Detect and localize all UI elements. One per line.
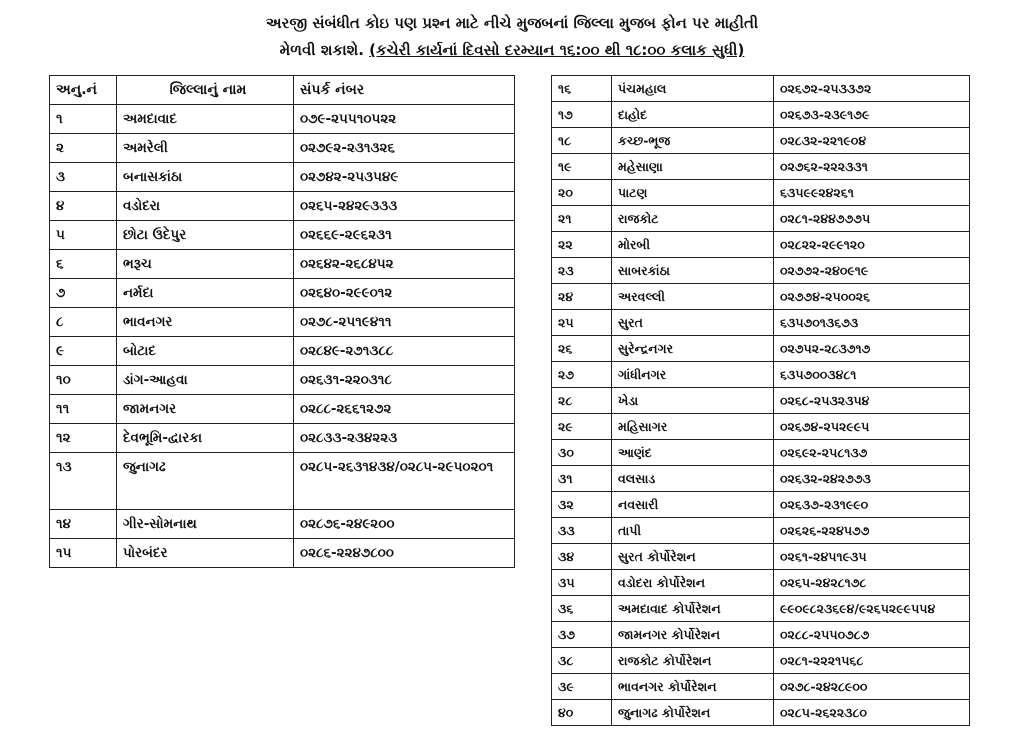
contact-number-cell: ૦૨૬૩૨-૨૪૨૭૭૩ <box>774 466 970 492</box>
serial-no-cell: ૩૪ <box>552 544 612 570</box>
contact-number-cell: ૦૨૬૪૦-૨૯૯૦૧૨ <box>294 279 515 308</box>
serial-no-cell: ૧ <box>50 105 117 134</box>
table-row <box>50 424 515 453</box>
district-name-cell: કચ્છ-ભૂજ <box>612 128 774 154</box>
serial-no-cell: ૨૪ <box>552 284 612 310</box>
contact-number-cell: ૬૩૫૯૯૨૪૨૬૧ <box>774 180 970 206</box>
district-name-cell: તાપી <box>612 518 774 544</box>
serial-no-cell: ૧૦ <box>50 366 117 395</box>
district-name-cell: ભરૂચ <box>117 250 294 279</box>
serial-no-cell: ૧૫ <box>50 539 117 568</box>
contact-number-cell: ૦૨૬૪૨-૨૬૮૪૫૨ <box>294 250 515 279</box>
table-row <box>50 539 515 568</box>
table-row <box>50 453 515 510</box>
contact-number-cell: ૦૨૮૭૬-૨૪૯૨૦૦ <box>294 510 515 539</box>
table-row <box>50 366 515 395</box>
district-name-cell: મહેસાણા <box>612 154 774 180</box>
table-row <box>552 440 970 466</box>
contact-number-cell: ૦૨૬૭૩-૨૩૯૧૭૯ <box>774 102 970 128</box>
serial-no-cell: ૧૯ <box>552 154 612 180</box>
table-row <box>552 570 970 596</box>
serial-no-cell: ૨ <box>50 134 117 163</box>
district-name-cell: નવસારી <box>612 492 774 518</box>
table-row <box>552 180 970 206</box>
district-name-cell: ખેડા <box>612 388 774 414</box>
table-row <box>552 284 970 310</box>
contact-number-cell: ૦૨૮૩૨-૨૨૧૯૦૪ <box>774 128 970 154</box>
serial-no-cell: ૩૮ <box>552 648 612 674</box>
serial-no-cell: ૧૮ <box>552 128 612 154</box>
contact-number-cell: ૦૨૮૧-૨૨૨૧૫૬૮ <box>774 648 970 674</box>
serial-no-cell: ૩૬ <box>552 596 612 622</box>
heading-line-2 <box>0 37 1024 64</box>
contact-number-cell: ૦૨૬૭૪-૨૫૨૯૯૫ <box>774 414 970 440</box>
serial-no-cell: ૬ <box>50 250 117 279</box>
table-row <box>552 258 970 284</box>
contact-number-cell: ૯૯૦૯૮૨૩૬૯૪/૯૨૬૫૨૯૯૫૫૪ <box>774 596 970 622</box>
district-name-cell: અમદાવાદ <box>117 105 294 134</box>
district-name-cell: જામનગર કોર્પોરેશન <box>612 622 774 648</box>
district-name-cell: દેવભૂમિ-દ્વારકા <box>117 424 294 453</box>
contact-number-cell: ૦૨૮૫-૨૬૨૨૩૮૦ <box>774 700 970 726</box>
serial-no-cell: ૪૦ <box>552 700 612 726</box>
contact-number-cell: ૦૨૮૫-૨૬૩૧૪૩૪/૦૨૮૫-૨૯૫૦૨૦૧ <box>294 453 515 510</box>
district-name-cell: છોટા ઉદેપુર <box>117 221 294 250</box>
serial-no-cell: ૭ <box>50 279 117 308</box>
district-name-cell: આણંદ <box>612 440 774 466</box>
contact-number-cell: ૦૨૮૮-૨૫૫૦૭૮૭ <box>774 622 970 648</box>
district-name-cell: સુરત <box>612 310 774 336</box>
table-row <box>552 518 970 544</box>
table-row <box>50 163 515 192</box>
district-name-cell: મોરબી <box>612 232 774 258</box>
district-name-cell: વડોદરા <box>117 192 294 221</box>
serial-no-cell: ૩૫ <box>552 570 612 596</box>
table-row <box>552 362 970 388</box>
serial-no-cell: ૩૧ <box>552 466 612 492</box>
table-row <box>50 221 515 250</box>
district-name-cell: વલસાડ <box>612 466 774 492</box>
left-table-body <box>50 105 515 568</box>
heading-line-1: અરજી સંબંધીત કોઇ પણ પ્રશ્ન માટે નીચે મુજબનાં જિલ્લા મુજબ ફોન પર માહીતી <box>265 14 759 32</box>
district-name-cell: રાજકોટ કોર્પોરેશન <box>612 648 774 674</box>
contact-number-cell: ૦૨૬૩૧-૨૨૦૩૧૮ <box>294 366 515 395</box>
district-name-cell: સુરેન્દ્રનગર <box>612 336 774 362</box>
serial-no-cell: ૨૩ <box>552 258 612 284</box>
district-name-cell: સુરત કોર્પોરેશન <box>612 544 774 570</box>
table-row <box>552 674 970 700</box>
district-name-cell: બનાસકાંઠા <box>117 163 294 192</box>
contact-number-cell: ૦૨૮૬-૨૨૪૭૮૦૦ <box>294 539 515 568</box>
district-name-cell: રાજકોટ <box>612 206 774 232</box>
contact-number-cell: ૦૨૬૭૨-૨૫૩૩૭૨ <box>774 76 970 102</box>
contact-number-cell: ૦૨૭૮-૨૫૧૯૪૧૧ <box>294 308 515 337</box>
header-district-name: જિલ્લાનું નામ <box>117 76 294 105</box>
serial-no-cell: ૧૨ <box>50 424 117 453</box>
contact-number-cell: ૬૩૫૭૦૧૩૬૭૩ <box>774 310 970 336</box>
table-row <box>552 206 970 232</box>
contact-number-cell: ૦૨૬૧-૨૪૫૧૯૩૫ <box>774 544 970 570</box>
table-row <box>50 134 515 163</box>
serial-no-cell: ૨૯ <box>552 414 612 440</box>
table-row <box>50 250 515 279</box>
serial-no-cell: ૧૬ <box>552 76 612 102</box>
header-serial-no: અનુ.નં <box>50 76 117 105</box>
table-row <box>552 310 970 336</box>
serial-no-cell: ૨૦ <box>552 180 612 206</box>
district-name-cell: બોટાદ <box>117 337 294 366</box>
contact-number-cell: ૦૨૮૧-૨૪૪૭૭૭૫ <box>774 206 970 232</box>
contact-number-cell: ૬૩૫૭૦૦૩૪૮૧ <box>774 362 970 388</box>
serial-no-cell: ૧૭ <box>552 102 612 128</box>
table-row <box>552 414 970 440</box>
district-name-cell: નર્મદા <box>117 279 294 308</box>
contact-number-cell: ૦૭૯-૨૫૫૧૦૫૨૨ <box>294 105 515 134</box>
serial-no-cell: ૮ <box>50 308 117 337</box>
table-row <box>552 466 970 492</box>
serial-no-cell: ૨૭ <box>552 362 612 388</box>
table-row <box>50 308 515 337</box>
heading-line-2-text: મેળવી શકાશે. <box>279 41 364 59</box>
table-row <box>552 622 970 648</box>
serial-no-cell: ૫ <box>50 221 117 250</box>
district-name-cell: મહિસાગર <box>612 414 774 440</box>
table-row <box>552 596 970 622</box>
table-header-row <box>50 76 515 105</box>
district-name-cell: પંચમહાલ <box>612 76 774 102</box>
contact-number-cell: ૦૨૮૪૯-૨૭૧૩૮૮ <box>294 337 515 366</box>
serial-no-cell: ૨૧ <box>552 206 612 232</box>
contact-number-cell: ૦૨૬૨૬-૨૨૪૫૭૭ <box>774 518 970 544</box>
district-name-cell: ભાવનગર કોર્પોરેશન <box>612 674 774 700</box>
contact-number-cell: ૦૨૮૩૩-૨૩૪૨૨૩ <box>294 424 515 453</box>
notice-heading <box>0 10 1024 64</box>
serial-no-cell: ૩૭ <box>552 622 612 648</box>
table-row <box>50 510 515 539</box>
contact-number-cell: ૦૨૬૫-૨૪૨૯૩૩૩ <box>294 192 515 221</box>
district-name-cell: સાબરકાંઠા <box>612 258 774 284</box>
district-name-cell: અરવલ્લી <box>612 284 774 310</box>
serial-no-cell: ૩૩ <box>552 518 612 544</box>
serial-no-cell: ૪ <box>50 192 117 221</box>
district-name-cell: ગીર-સોમનાથ <box>117 510 294 539</box>
contact-number-cell: ૦૨૮૮-૨૬૬૧૨૭૨ <box>294 395 515 424</box>
table-row <box>552 492 970 518</box>
table-row <box>552 154 970 180</box>
contact-number-cell: ૦૨૭૫૨-૨૮૩૭૧૭ <box>774 336 970 362</box>
serial-no-cell: ૧૧ <box>50 395 117 424</box>
serial-no-cell: ૯ <box>50 337 117 366</box>
serial-no-cell: ૧૪ <box>50 510 117 539</box>
serial-no-cell: ૨૮ <box>552 388 612 414</box>
district-contact-table-right <box>551 75 970 726</box>
contact-number-cell: ૦૨૭૭૪-૨૫૦૦૨૬ <box>774 284 970 310</box>
table-row <box>552 336 970 362</box>
contact-number-cell: ૦૨૬૯૨-૨૫૮૧૩૭ <box>774 440 970 466</box>
right-table-body <box>552 76 970 726</box>
table-row <box>50 279 515 308</box>
serial-no-cell: ૩૨ <box>552 492 612 518</box>
table-row <box>552 388 970 414</box>
contact-number-cell: ૦૨૬૮-૨૫૩૨૩૫૪ <box>774 388 970 414</box>
table-row <box>552 232 970 258</box>
table-row <box>50 105 515 134</box>
serial-no-cell: ૧૩ <box>50 453 117 510</box>
serial-no-cell: ૩૦ <box>552 440 612 466</box>
table-row <box>552 128 970 154</box>
contact-number-cell: ૦૨૬૩૭-૨૩૧૯૯૦ <box>774 492 970 518</box>
contact-number-cell: ૦૨૬૫-૨૪૨૮૧૭૮ <box>774 570 970 596</box>
serial-no-cell: ૩૯ <box>552 674 612 700</box>
district-name-cell: ભાવનગર <box>117 308 294 337</box>
district-name-cell: અમરેલી <box>117 134 294 163</box>
table-row <box>552 544 970 570</box>
serial-no-cell: ૩ <box>50 163 117 192</box>
contact-number-cell: ૦૨૭૯૨-૨૩૧૩૨૬ <box>294 134 515 163</box>
table-row <box>552 102 970 128</box>
district-name-cell: વડોદરા કોર્પોરેશન <box>612 570 774 596</box>
office-hours-note: (કચેરી કાર્યનાં દિવસો દરમ્યાન ૧૬:૦૦ થી ૧૮:૦૦ કલાક સુધી) <box>369 41 745 59</box>
district-name-cell: અમદાવાદ કોર્પોરેશન <box>612 596 774 622</box>
table-row <box>552 648 970 674</box>
district-name-cell: ડાંગ-આહવા <box>117 366 294 395</box>
district-name-cell: જુનાગઢ કોર્પોરેશન <box>612 700 774 726</box>
table-row <box>552 76 970 102</box>
district-name-cell: ગાંધીનગર <box>612 362 774 388</box>
district-name-cell: પાટણ <box>612 180 774 206</box>
header-contact-number: સંપર્ક નંબર <box>294 76 515 105</box>
district-name-cell: જામનગર <box>117 395 294 424</box>
table-row <box>50 395 515 424</box>
district-name-cell: જુનાગઢ <box>117 453 294 510</box>
serial-no-cell: ૨૫ <box>552 310 612 336</box>
contact-number-cell: ૦૨૭૬૨-૨૨૨૩૩૧ <box>774 154 970 180</box>
serial-no-cell: ૨૬ <box>552 336 612 362</box>
table-row <box>50 337 515 366</box>
contact-number-cell: ૦૨૮૨૨-૨૯૯૧૨૦ <box>774 232 970 258</box>
contact-number-cell: ૦૨૭૮-૨૪૨૮૯૦૦ <box>774 674 970 700</box>
district-name-cell: દાહોદ <box>612 102 774 128</box>
table-row <box>50 192 515 221</box>
contact-number-cell: ૦૨૭૭૨-૨૪૦૯૧૯ <box>774 258 970 284</box>
contact-number-cell: ૦૨૬૬૯-૨૯૬૨૩૧ <box>294 221 515 250</box>
district-name-cell: પોરબંદર <box>117 539 294 568</box>
table-row <box>552 700 970 726</box>
contact-number-cell: ૦૨૭૪૨-૨૫૩૫૪૯ <box>294 163 515 192</box>
district-contact-table-left <box>49 75 515 568</box>
serial-no-cell: ૨૨ <box>552 232 612 258</box>
